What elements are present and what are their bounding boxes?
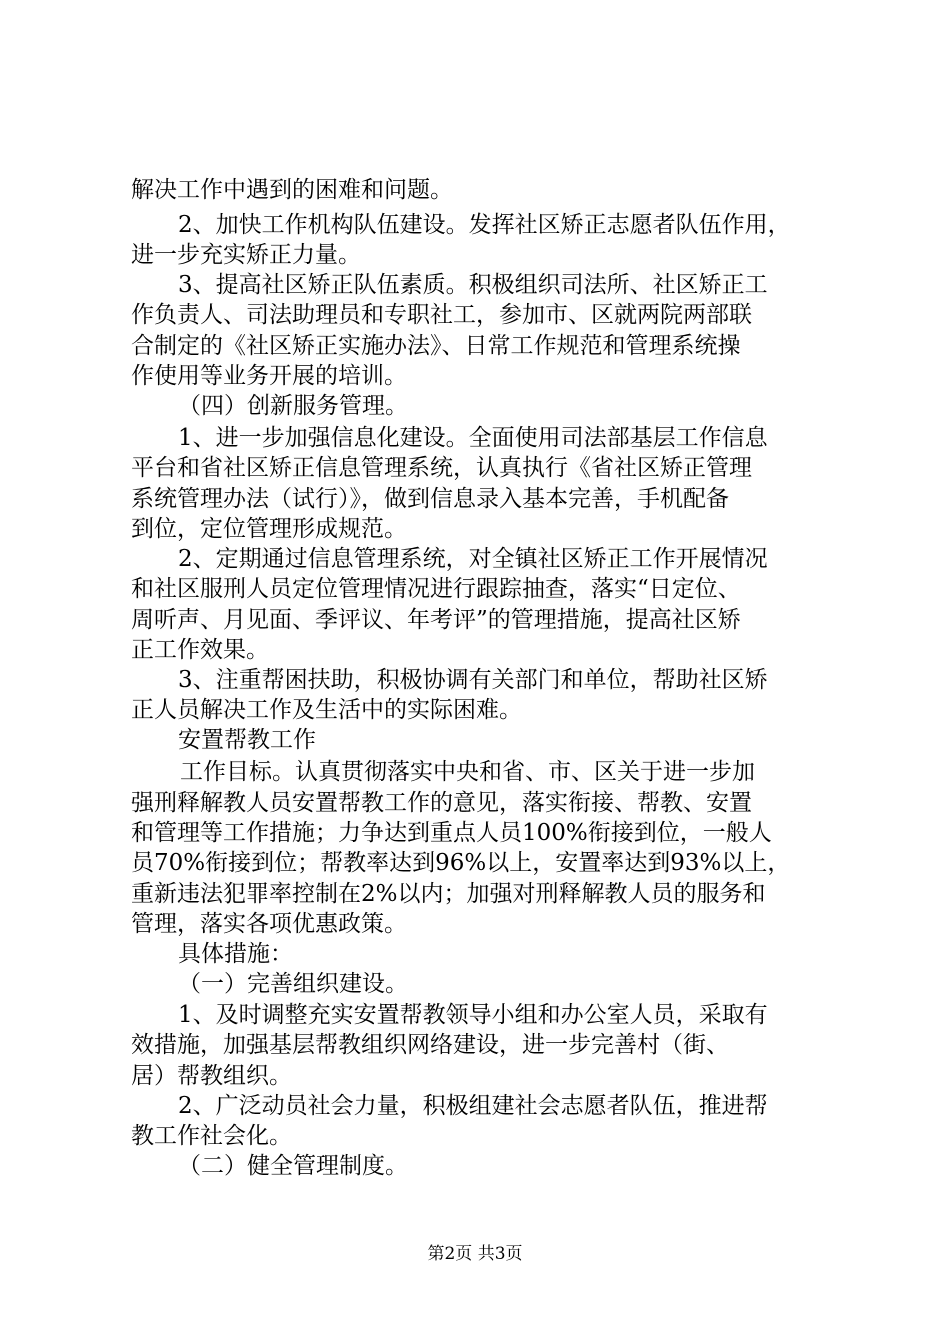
text-line: 正工作效果。 bbox=[131, 637, 269, 663]
text-line: 居）帮教组织。 bbox=[131, 1063, 292, 1089]
text-line: 重新违法犯罪率控制在2%以内；加强对刑释解教人员的服务和 bbox=[131, 881, 766, 907]
text-line: 1、及时调整充实安置帮教领导小组和办公室人员，采取有 bbox=[178, 1002, 768, 1028]
text-line: 合制定的《社区矫正实施办法》、日常工作规范和管理系统操 bbox=[131, 333, 741, 359]
text-line: 作负责人、司法助理员和专职社工，参加市、区就两院两部联 bbox=[131, 302, 752, 328]
text-line: 到位，定位管理形成规范。 bbox=[131, 516, 407, 542]
text-line: 正人员解决工作及生活中的实际困难。 bbox=[131, 697, 522, 723]
section-heading: （二）健全管理制度。 bbox=[178, 1153, 408, 1179]
text-line: 3、注重帮困扶助，积极协调有关部门和单位，帮助社区矫 bbox=[178, 667, 768, 693]
section-heading: 安置帮教工作 bbox=[178, 727, 316, 753]
text-line: 平台和省社区矫正信息管理系统，认真执行《省社区矫正管理 bbox=[131, 455, 752, 481]
text-line: 系统管理办法（试行）》，做到信息录入基本完善，手机配备 bbox=[131, 486, 729, 512]
text-line: 和管理等工作措施；力争达到重点人员100%衔接到位，一般人 bbox=[131, 820, 772, 846]
section-heading: （四）创新服务管理。 bbox=[178, 393, 408, 419]
section-heading: 具体措施： bbox=[178, 941, 293, 967]
section-heading: （一）完善组织建设。 bbox=[178, 971, 408, 997]
text-line: 强刑释解教人员安置帮教工作的意见，落实衔接、帮教、安置 bbox=[131, 790, 752, 816]
text-line: 作使用等业务开展的培训。 bbox=[131, 363, 407, 389]
text-line: 效措施，加强基层帮教组织网络建设，进一步完善村（街、 bbox=[131, 1032, 729, 1058]
text-line: 3、提高社区矫正队伍素质。积极组织司法所、社区矫正工 bbox=[178, 272, 768, 298]
text-line: 员70%衔接到位；帮教率达到96%以上，安置率达到93%以上， bbox=[131, 850, 791, 876]
text-line: 解决工作中遇到的困难和问题。 bbox=[131, 177, 453, 203]
text-line: 教工作社会化。 bbox=[131, 1123, 292, 1149]
text-line: 和社区服刑人员定位管理情况进行跟踪抽查，落实“日定位、 bbox=[131, 576, 741, 602]
text-line: 管理，落实各项优惠政策。 bbox=[131, 911, 407, 937]
text-line: 2、定期通过信息管理系统，对全镇社区矫正工作开展情况 bbox=[178, 546, 768, 572]
text-line: 进一步充实矫正力量。 bbox=[131, 242, 361, 268]
text-line: 周听声、月见面、季评议、年考评”的管理措施，提高社区矫 bbox=[131, 607, 741, 633]
text-line: 2、广泛动员社会力量，积极组建社会志愿者队伍，推进帮 bbox=[178, 1093, 768, 1119]
text-line: 1、进一步加强信息化建设。全面使用司法部基层工作信息 bbox=[178, 425, 768, 451]
text-line: 工作目标。认真贯彻落实中央和省、市、区关于进一步加 bbox=[180, 759, 755, 785]
text-line: 2、加快工作机构队伍建设。发挥社区矫正志愿者队伍作用， bbox=[178, 212, 791, 238]
page-number-footer: 第2页 共3页 bbox=[427, 1244, 523, 1264]
